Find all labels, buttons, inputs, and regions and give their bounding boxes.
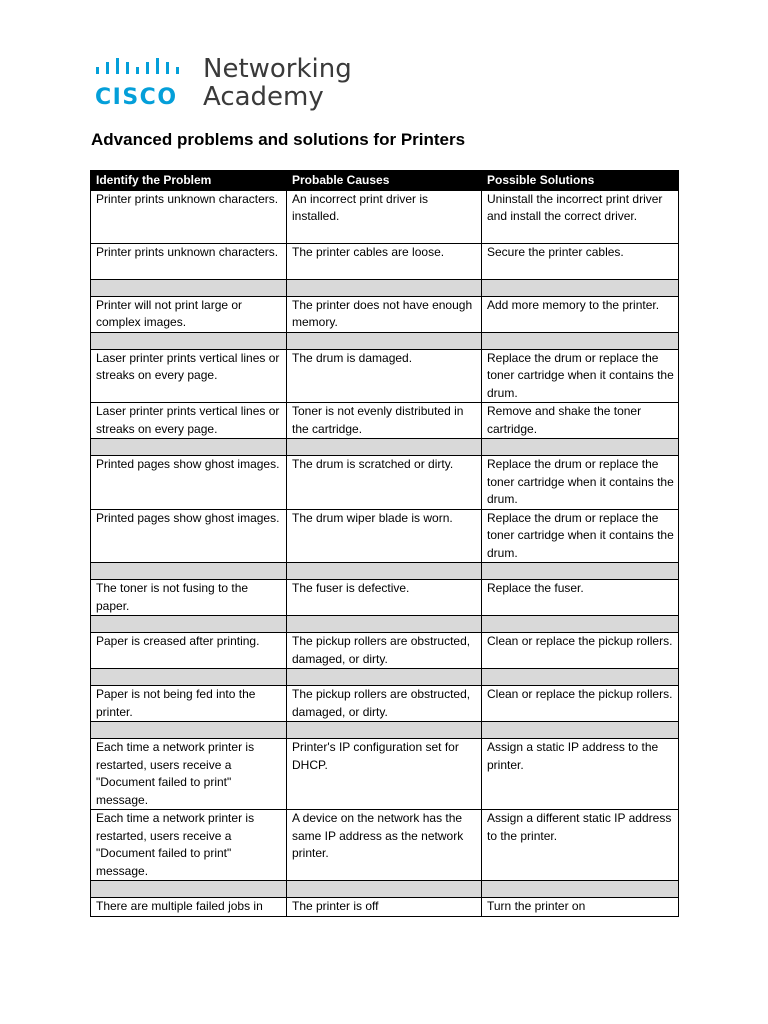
problem-cell: Printer will not print large or complex images. xyxy=(91,296,287,332)
separator-row xyxy=(91,563,679,580)
logo-networking-text: Networking xyxy=(203,54,352,84)
cisco-bars-icon xyxy=(95,58,191,80)
table-row xyxy=(91,580,679,616)
column-header-solutions: Possible Solutions xyxy=(482,171,679,191)
problem-cell: Paper is not being fed into the printer. xyxy=(91,686,287,722)
solution-cell: Clean or replace the pickup rollers. xyxy=(482,686,679,722)
separator-row xyxy=(91,439,679,456)
cisco-wordmark: CISCO xyxy=(95,85,178,110)
separator-row xyxy=(91,722,679,739)
solution-cell: Replace the drum or replace the toner cartridge when it contains the drum. xyxy=(482,349,679,403)
cause-cell: The drum is scratched or dirty. xyxy=(287,456,482,510)
separator-row xyxy=(91,881,679,898)
column-header-problem: Identify the Problem xyxy=(91,171,287,191)
problems-solutions-table xyxy=(90,170,679,917)
separator-row xyxy=(91,616,679,633)
solution-cell: Replace the drum or replace the toner cartridge when it contains the drum. xyxy=(482,456,679,510)
solution-cell: Clean or replace the pickup rollers. xyxy=(482,633,679,669)
problem-cell: Laser printer prints vertical lines or streaks on every page. xyxy=(91,403,287,439)
cause-cell: The drum wiper blade is worn. xyxy=(287,509,482,563)
problem-cell: There are multiple failed jobs in xyxy=(91,898,287,917)
solution-cell: Assign a different static IP address to the printer. xyxy=(482,810,679,881)
solution-cell: Turn the printer on xyxy=(482,898,679,917)
table-row xyxy=(91,456,679,510)
cause-cell: Printer's IP configuration set for DHCP. xyxy=(287,739,482,810)
problem-cell: Laser printer prints vertical lines or streaks on every page. xyxy=(91,349,287,403)
page-title: Advanced problems and solutions for Printers xyxy=(91,130,466,149)
cause-cell: The printer does not have enough memory. xyxy=(287,296,482,332)
cause-cell: The pickup rollers are obstructed, damaged, or dirty. xyxy=(287,686,482,722)
solution-cell: Remove and shake the toner cartridge. xyxy=(482,403,679,439)
solution-cell: Assign a static IP address to the printer. xyxy=(482,739,679,810)
problem-cell: Printed pages show ghost images. xyxy=(91,456,287,510)
problem-cell: Printer prints unknown characters. xyxy=(91,243,287,279)
table-header-row xyxy=(91,171,679,191)
table-row xyxy=(91,739,679,810)
cause-cell: A device on the network has the same IP address as the network printer. xyxy=(287,810,482,881)
column-header-causes: Probable Causes xyxy=(287,171,482,191)
solution-cell: Replace the drum or replace the toner cartridge when it contains the drum. xyxy=(482,509,679,563)
cisco-networking-academy-logo xyxy=(95,52,355,116)
solution-cell: Add more memory to the printer. xyxy=(482,296,679,332)
table-row xyxy=(91,810,679,881)
separator-row xyxy=(91,332,679,349)
cause-cell: The printer cables are loose. xyxy=(287,243,482,279)
table-row xyxy=(91,403,679,439)
table-row xyxy=(91,686,679,722)
table-row xyxy=(91,349,679,403)
problem-cell: Each time a network printer is restarted, users receive a "Document failed to print" message. xyxy=(91,810,287,881)
problem-cell: Printer prints unknown characters. xyxy=(91,190,287,243)
table-row xyxy=(91,633,679,669)
problem-cell: Each time a network printer is restarted, users receive a "Document failed to print" message. xyxy=(91,739,287,810)
table-row xyxy=(91,296,679,332)
cause-cell: The fuser is defective. xyxy=(287,580,482,616)
solution-cell: Replace the fuser. xyxy=(482,580,679,616)
cause-cell: The drum is damaged. xyxy=(287,349,482,403)
cause-cell: The pickup rollers are obstructed, damaged, or dirty. xyxy=(287,633,482,669)
cause-cell: Toner is not evenly distributed in the cartridge. xyxy=(287,403,482,439)
separator-row xyxy=(91,279,679,296)
table-row xyxy=(91,898,679,917)
problem-cell: The toner is not fusing to the paper. xyxy=(91,580,287,616)
logo-academy-text: Academy xyxy=(203,82,324,112)
solution-cell: Uninstall the incorrect print driver and install the correct driver. xyxy=(482,190,679,243)
cause-cell: An incorrect print driver is installed. xyxy=(287,190,482,243)
problem-cell: Printed pages show ghost images. xyxy=(91,509,287,563)
table-row xyxy=(91,190,679,243)
solution-cell: Secure the printer cables. xyxy=(482,243,679,279)
table-row xyxy=(91,509,679,563)
problem-cell: Paper is creased after printing. xyxy=(91,633,287,669)
separator-row xyxy=(91,669,679,686)
table-row xyxy=(91,243,679,279)
cause-cell: The printer is off xyxy=(287,898,482,917)
